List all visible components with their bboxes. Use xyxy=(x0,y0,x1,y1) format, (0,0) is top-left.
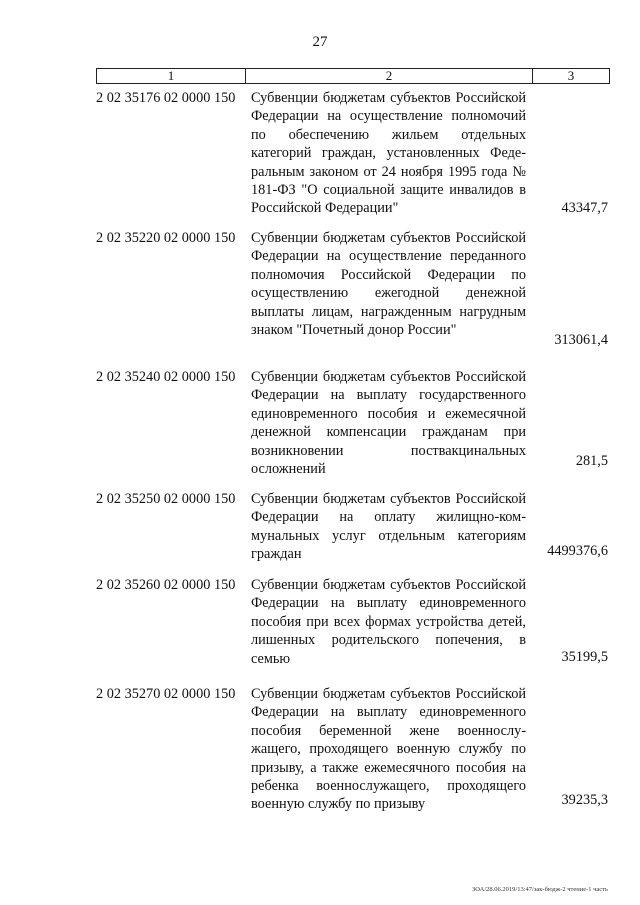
header-col-2: 2 xyxy=(246,69,533,83)
budget-code: 2 02 35176 02 0000 150 xyxy=(96,90,236,106)
table-header xyxy=(96,68,610,84)
row-amount: 4499376,6 xyxy=(547,543,608,559)
budget-code: 2 02 35240 02 0000 150 xyxy=(96,369,236,385)
header-col-1: 1 xyxy=(97,69,246,83)
row-description: Субвенции бюджетам субъектов Российской Федерации на осуществление полномочий по обеспечению жильем отдельных категорий граждан, установленных Федеральным законом от 24 ноября 1995 года № 181-ФЗ "О социальной защите инвалидов в Российской Федерации" xyxy=(251,90,526,217)
page-number: 27 xyxy=(312,34,328,50)
header-col-3: 3 xyxy=(567,68,575,83)
row-amount: 281,5 xyxy=(575,453,608,469)
row-description: Субвенции бюджетам субъектов Российской Федерации на оплату жилищно-коммунальных услуг отдельным категориям граждан xyxy=(251,491,526,563)
row-description: Субвенции бюджетам субъектов Российской Федерации на выплату единовременного пособия беременной жене военнослужащего, проходящего военную службу по призыву, а также ежемесячного пособия на ребенка военнослужащего, проходящего военную службу по призыву xyxy=(251,686,526,813)
budget-code: 2 02 35250 02 0000 150 xyxy=(96,491,236,507)
budget-code: 2 02 35260 02 0000 150 xyxy=(96,577,236,593)
row-description: Субвенции бюджетам субъектов Российской Федерации на выплату государственного единовременного пособия и ежемесячной денежной компенсации гражданам при возникновении поствакцинальных осложнений xyxy=(251,369,526,478)
row-amount: 313061,4 xyxy=(554,332,608,348)
budget-code: 2 02 35270 02 0000 150 xyxy=(96,686,236,702)
row-amount: 39235,3 xyxy=(561,792,608,808)
document-footer: ЗОА/28.06.2019/13:47/зак-бюдж-2 чтение-1 часть xyxy=(472,886,608,893)
row-description: Субвенции бюджетам субъектов Российской Федерации на выплату единовременного пособия при всех формах устройства детей, лишенных родительского попечения, в семью xyxy=(251,577,526,667)
row-amount: 35199,5 xyxy=(561,649,608,665)
row-description: Субвенции бюджетам субъектов Российской Федерации на осуществление переданного полномочия Российской Федерации по осуществлению ежегодной денежной выплаты лицам, награжденным нагрудным знаком "Почетный донор России" xyxy=(251,230,526,339)
row-amount: 43347,7 xyxy=(561,200,608,216)
budget-code: 2 02 35220 02 0000 150 xyxy=(96,230,236,246)
